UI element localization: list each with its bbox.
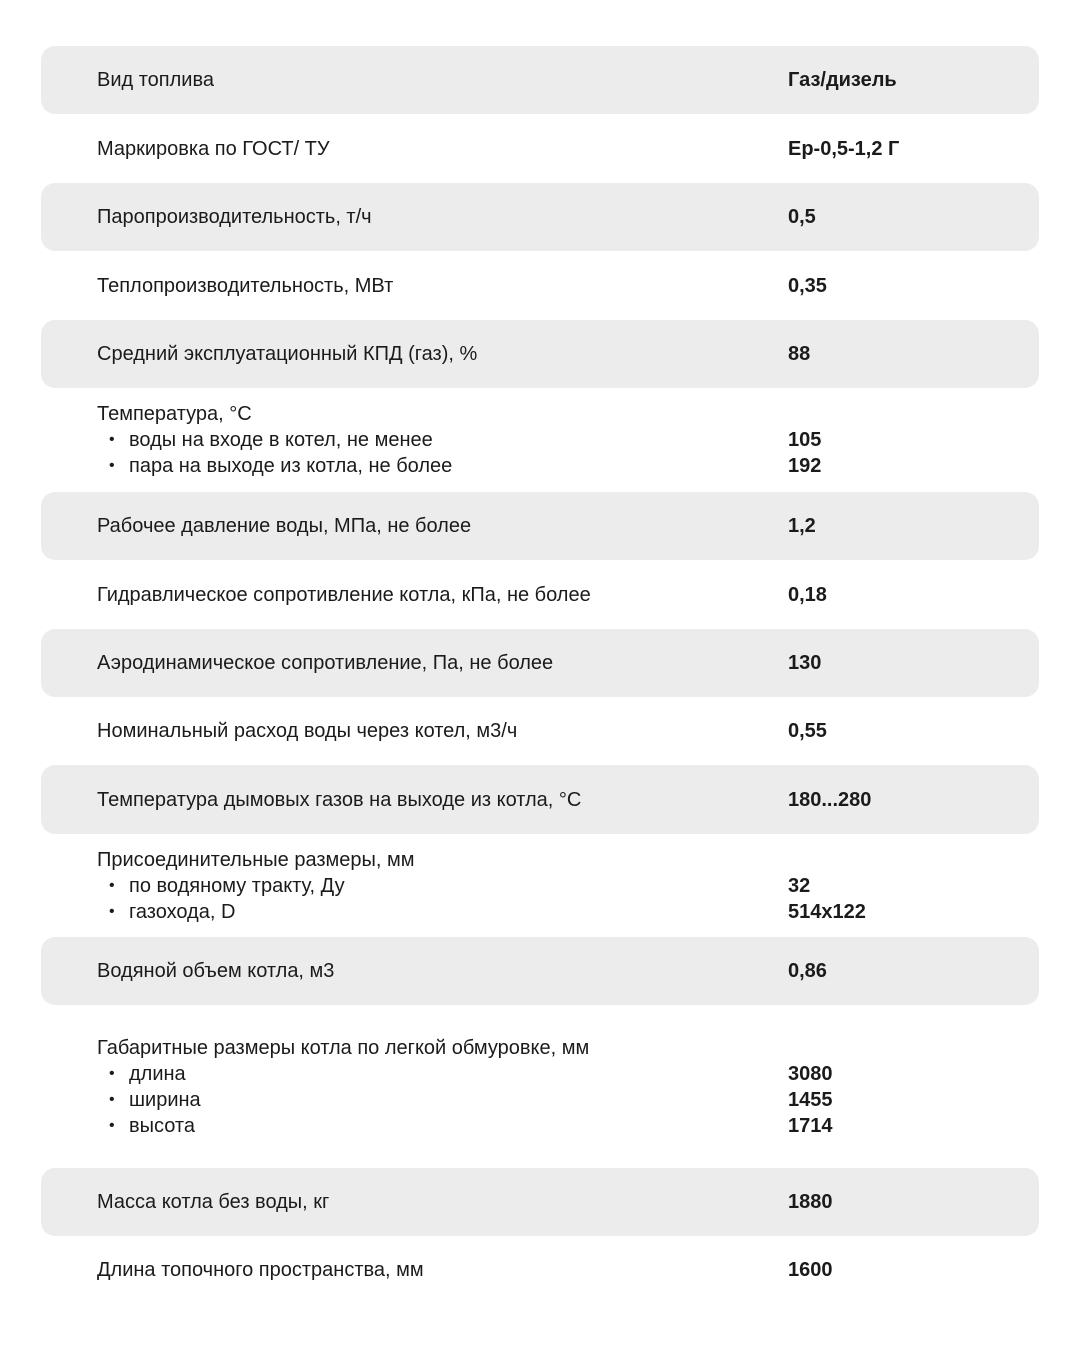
spec-sub-label: ширина	[129, 1088, 201, 1111]
spec-label: Температура, °С	[97, 403, 252, 425]
bullet-icon: •	[109, 902, 115, 920]
spec-label: Рабочее давление воды, МПа, не более	[97, 515, 472, 537]
spec-row-group	[41, 388, 1039, 492]
spec-value: 0,86	[788, 960, 827, 982]
spec-label: Паропроизводительность, т/ч	[97, 206, 372, 228]
spec-sub-label: по водяному тракту, Ду	[129, 874, 345, 897]
spec-value: 0,18	[788, 583, 827, 606]
spec-row	[41, 765, 1039, 834]
spec-sub-label: пара на выходе из котла, не более	[129, 455, 453, 477]
spec-label: Вид топлива	[97, 69, 214, 91]
spec-table	[41, 46, 1039, 1304]
spec-row	[41, 560, 1039, 629]
spec-sub-item	[97, 453, 452, 479]
spec-row	[41, 320, 1039, 388]
spec-sub-label: газохода, D	[129, 900, 236, 923]
spec-value: 105	[788, 429, 822, 451]
spec-label: Маркировка по ГОСТ/ ТУ	[97, 137, 330, 160]
spec-label: Длина топочного пространства, мм	[97, 1259, 424, 1281]
spec-row	[41, 629, 1039, 697]
spec-sub-item	[97, 1087, 589, 1113]
spec-value: 514х122	[788, 900, 866, 923]
spec-row	[41, 251, 1039, 320]
spec-row	[41, 183, 1039, 251]
spec-sub-item	[97, 873, 415, 899]
spec-value: 180...280	[788, 788, 872, 811]
spec-row	[41, 492, 1039, 560]
spec-sub-label: длина	[129, 1062, 186, 1085]
spec-sub-item	[97, 427, 452, 453]
spec-row	[41, 937, 1039, 1005]
bullet-icon: •	[109, 1116, 115, 1134]
spec-value: 0,35	[788, 274, 827, 297]
spec-value: 1714	[788, 1114, 833, 1137]
spec-value: 0,5	[788, 206, 816, 228]
spec-row	[41, 697, 1039, 765]
bullet-icon: •	[109, 1064, 115, 1082]
spec-value: 1880	[788, 1191, 833, 1213]
spec-row	[41, 1236, 1039, 1304]
spec-value: 1455	[788, 1088, 833, 1111]
spec-value: Ер-0,5-1,2 Г	[788, 137, 900, 160]
spec-value: 130	[788, 652, 822, 674]
spec-row	[41, 1168, 1039, 1236]
spec-value: 0,55	[788, 720, 827, 742]
spec-value: 192	[788, 455, 822, 477]
spec-label: Номинальный расход воды через котел, м3/ч	[97, 720, 518, 742]
spec-value: 1,2	[788, 515, 816, 537]
spec-sub-item	[97, 1113, 589, 1139]
spec-value: Газ/дизель	[788, 69, 897, 91]
spec-row-group	[41, 834, 1039, 937]
spec-label: Водяной объем котла, м3	[97, 960, 335, 982]
spec-value: 88	[788, 343, 811, 365]
bullet-icon: •	[109, 876, 115, 894]
bullet-icon: •	[109, 431, 115, 448]
spec-label: Масса котла без воды, кг	[97, 1191, 330, 1213]
spec-row	[41, 46, 1039, 114]
spec-label: Теплопроизводительность, МВт	[97, 274, 394, 297]
spec-sub-item	[97, 1061, 589, 1087]
spec-label: Аэродинамическое сопротивление, Па, не более	[97, 652, 554, 674]
bullet-icon: •	[109, 1090, 115, 1108]
spec-value: 1600	[788, 1259, 833, 1281]
spec-label: Габаритные размеры котла по легкой обмуровке, мм	[97, 1036, 590, 1059]
spec-value: 3080	[788, 1062, 833, 1085]
spec-value: 32	[788, 874, 811, 897]
spec-label: Температура дымовых газов на выходе из котла, °С	[97, 788, 582, 811]
spec-label: Средний эксплуатационный КПД (газ), %	[97, 343, 478, 365]
spec-label: Присоединительные размеры, мм	[97, 848, 415, 871]
spec-row-group	[41, 1005, 1039, 1168]
bullet-icon: •	[109, 457, 115, 474]
spec-label: Гидравлическое сопротивление котла, кПа, не более	[97, 583, 591, 606]
spec-sub-label: высота	[129, 1114, 195, 1137]
spec-sub-item	[97, 899, 415, 925]
spec-sub-label: воды на входе в котел, не менее	[129, 429, 433, 451]
spec-row	[41, 114, 1039, 183]
